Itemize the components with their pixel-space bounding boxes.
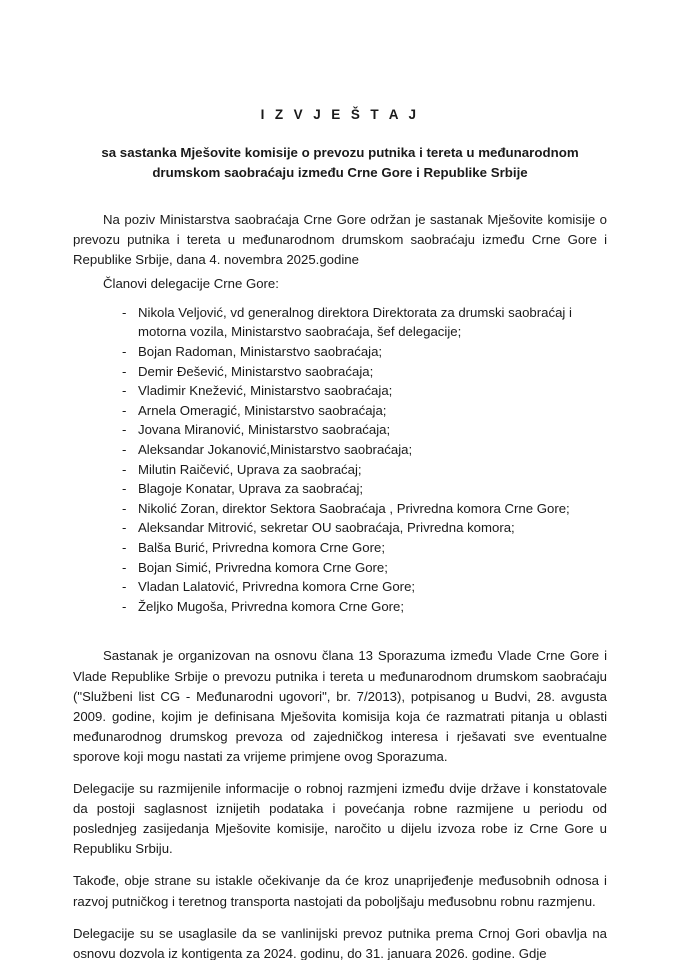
list-dash-marker: - (122, 579, 127, 595)
list-item-label: Bojan Simić, Privredna komora Crne Gore; (138, 559, 388, 575)
list-dash-marker: - (122, 520, 127, 536)
list-item-label: Vladan Lalatović, Privredna komora Crne Gore; (138, 579, 416, 595)
list-item (73, 303, 607, 342)
list-item (73, 577, 607, 597)
list-dash-marker: - (122, 402, 127, 418)
list-dash-marker: - (122, 539, 127, 555)
document-content (73, 0, 607, 960)
list-item (73, 420, 607, 440)
list-item (73, 538, 607, 558)
list-dash-marker: - (122, 559, 127, 575)
list-dash-marker: - (122, 363, 127, 379)
document-subtitle (73, 124, 607, 183)
list-item-label: Milutin Raičević, Uprava za saobraćaj; (138, 461, 362, 477)
list-item (73, 479, 607, 499)
list-item-label: Nikola Veljović, vd generalnog direktora Direktorata za drumski saobraćaj i motorna vozila, Ministarstvo saobraćaja, šef delegacije; (138, 304, 572, 340)
list-item-label: Bojan Radoman, Ministarstvo saobraćaja; (138, 344, 383, 359)
list-item (73, 518, 607, 538)
paragraph-takodje: Takođe, obje strane su istakle očekivanje da će kroz unaprijeđenje međusobnih odnosa i razvoj putničkog i teretnog transporta nastojati da poboljšaju međusobnu robnu razmjenu. (73, 873, 607, 909)
document-subtitle-line-2: drumskom saobraćaju između Crne Gore i Republike Srbije (152, 165, 528, 180)
list-item-label: Aleksandar Jokanović,Ministarstvo saobraćaja; (138, 441, 413, 457)
list-item (73, 342, 607, 362)
list-item (73, 597, 607, 617)
list-dash-marker: - (122, 598, 127, 614)
list-item (73, 499, 607, 519)
paragraph-usaglasile: Delegacije su se usaglasile da se vanlinijski prevoz putnika prema Crnoj Gori obavlja na osnovu dozvola iz kontigenta za 2024. godinu, do 31. januara 2026. godine. Gdje (73, 925, 607, 960)
list-item-label: Nikolić Zoran, direktor Sektora Saobraćaja , Privredna komora Crne Gore; (138, 500, 570, 516)
list-item (73, 401, 607, 421)
list-dash-marker: - (122, 344, 127, 359)
list-dash-marker: - (122, 500, 127, 516)
list-dash-marker: - (122, 422, 127, 438)
list-item-label: Balša Burić, Privredna komora Crne Gore; (138, 539, 385, 555)
members-heading: Članovi delegacije Crne Gore: (103, 275, 279, 291)
list-item (73, 558, 607, 578)
delegation-member-list (73, 294, 607, 617)
list-item (73, 362, 607, 382)
list-item-label: Demir Đešević, Ministarstvo saobraćaja; (138, 363, 374, 379)
list-item-label: Vladimir Knežević, Ministarstvo saobraćaja; (138, 383, 393, 399)
intro-paragraph: Na poziv Ministarstva saobraćaja Crne Gore održan je sastanak Mješovite komisije o prevozu putnika i tereta u međunarodnom drumskom saobraćaju između Crne Gore i Republike Srbije, dana 4. novembra 2025.godine (73, 212, 607, 268)
list-dash-marker: - (122, 304, 127, 320)
paragraph-sastanak: Sastanak je organizovan na osnovu člana 13 Sporazuma između Vlade Crne Gore i Vlade Republike Srbije o prevozu putnika i tereta u međunarodnom drumskom saobraćaju ("Službeni list CG - Međunarodni ugovori", br. 7/2013), potpisanog u Budvi, 28. avgusta 2009. godine, kojim je definisana Mješovita komisija koja će razmatrati pitanja u oblasti međunarodnog drumskog prevoza od zajedničkog interesa i rješavati sve eventualne sporove koji mogu nastati za vrijeme primjene ovog Sporazuma. (73, 648, 607, 765)
list-item (73, 440, 607, 460)
document-subtitle-line-1: sa sastanka Mješovite komisije o prevozu putnika i tereta u međunarodnom (101, 145, 579, 160)
list-dash-marker: - (122, 383, 127, 399)
list-item-label: Željko Mugoša, Privredna komora Crne Gore; (138, 598, 405, 614)
document-title: I Z V J E Š T A J (260, 107, 420, 122)
list-dash-marker: - (122, 481, 127, 497)
list-dash-marker: - (122, 461, 127, 477)
paragraph-delegacije-razmijenile: Delegacije su razmijenile informacije o robnoj razmjeni između dvije države i konstatovale da postoji saglasnost iznijetih podataka i povećanja robne razmijene u periodu od poslednjeg zasijedanja Mješovite komisije, naročito u dijelu izvoza robe iz Crne Gore u Republiku Srbiju. (73, 780, 607, 857)
list-item (73, 460, 607, 480)
list-item-label: Jovana Miranović, Ministarstvo saobraćaja; (138, 422, 391, 438)
list-item-label: Blagoje Konatar, Uprava za saobraćaj; (138, 481, 364, 497)
list-item-label: Arnela Omeragić, Ministarstvo saobraćaja; (138, 402, 387, 418)
list-item (73, 381, 607, 401)
list-item-label: Aleksandar Mitrović, sekretar OU saobraćaja, Privredna komora; (138, 520, 515, 536)
list-dash-marker: - (122, 441, 127, 457)
